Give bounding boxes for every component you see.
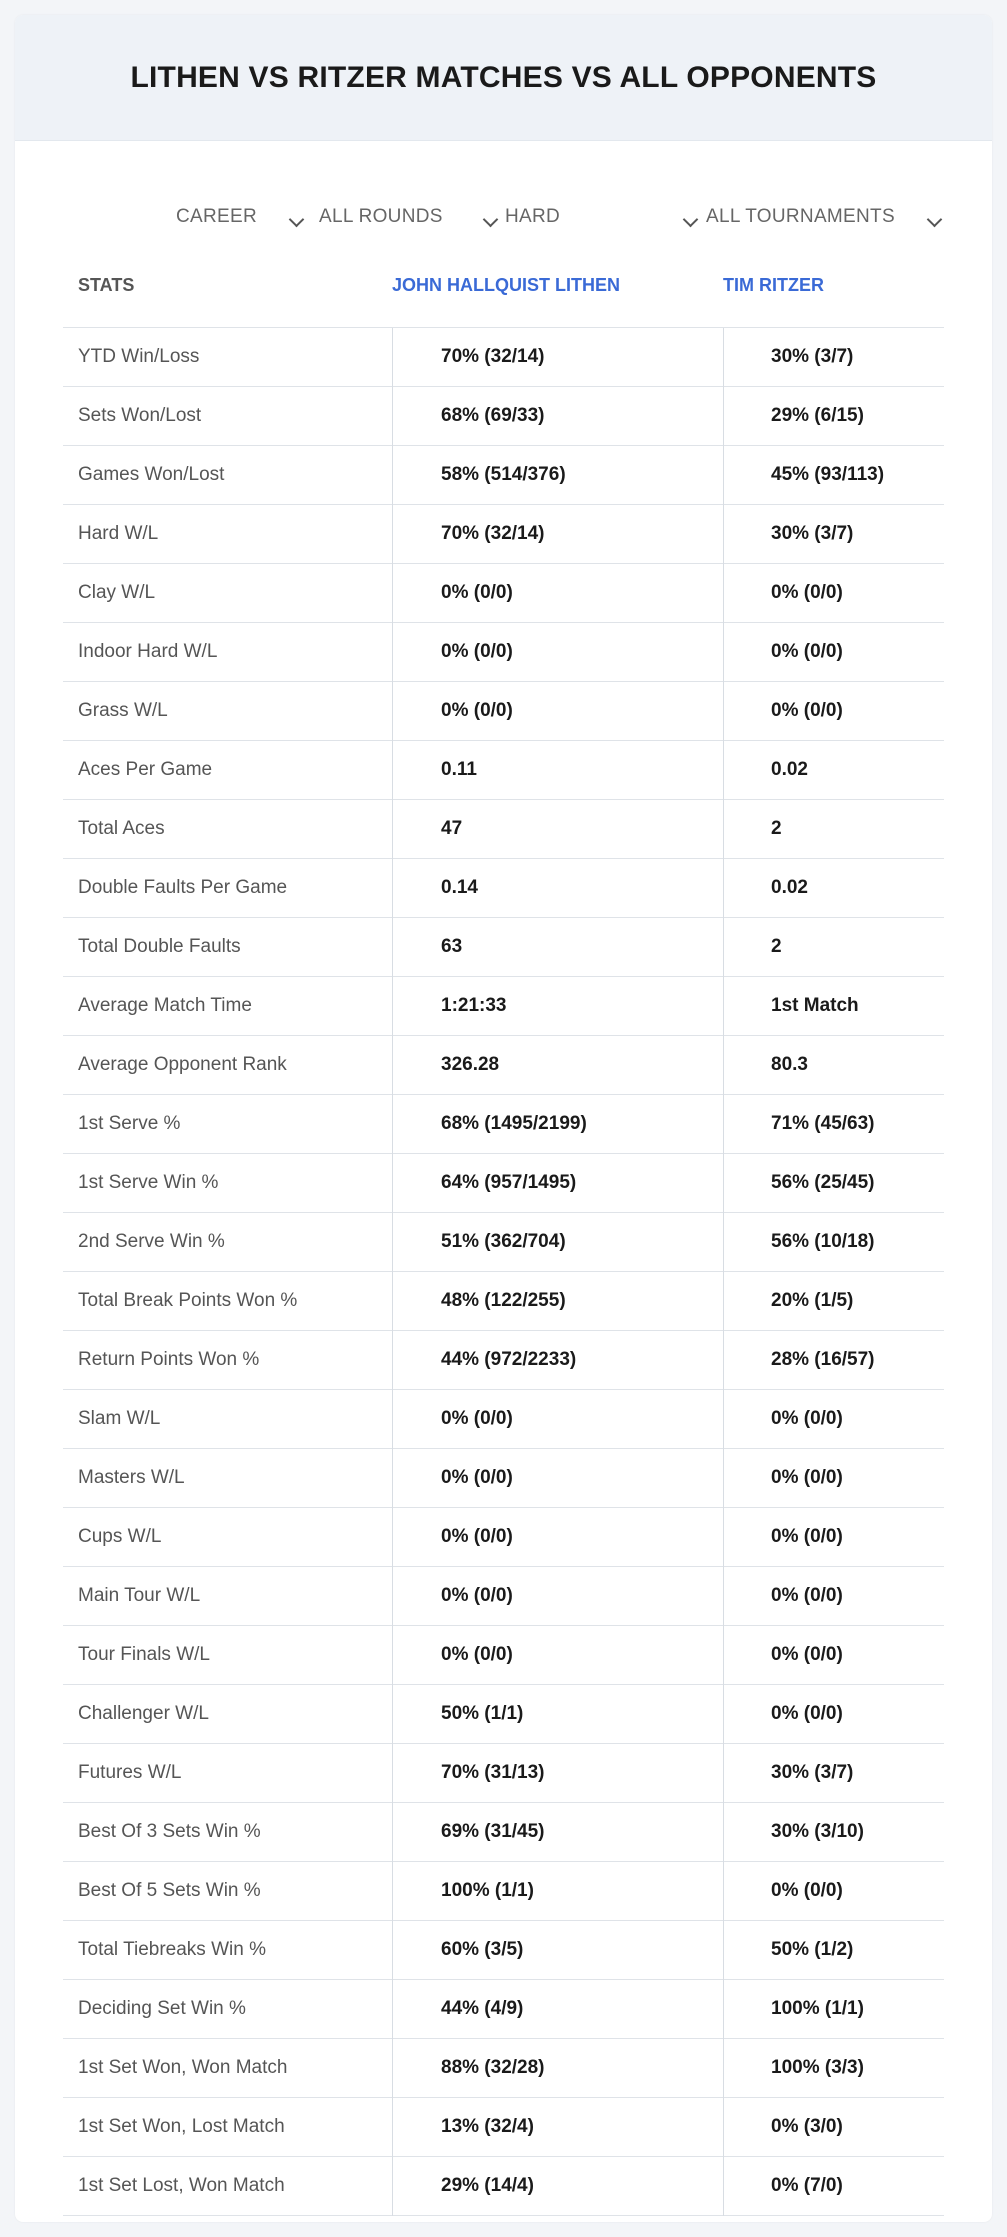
stat-label: Total Aces: [78, 818, 165, 839]
stat-label: 1st Serve %: [78, 1113, 181, 1134]
stat-label: Average Opponent Rank: [78, 1054, 287, 1075]
player2-stat-value: 0% (7/0): [771, 2175, 843, 2196]
player1-stat-value: 0.14: [441, 877, 478, 898]
player2-stat-value: 0% (0/0): [771, 700, 843, 721]
player2-stat-value: 0% (0/0): [771, 1408, 843, 1429]
table-row: [63, 1567, 944, 1626]
stat-label: Masters W/L: [78, 1467, 185, 1488]
chevron-down-icon: [483, 212, 499, 228]
period-select[interactable]: [176, 206, 306, 236]
player1-stat-value: 0% (0/0): [441, 1526, 513, 1547]
stat-label: Challenger W/L: [78, 1703, 209, 1724]
player1-stat-value: 100% (1/1): [441, 1880, 534, 1901]
surface-select-value: HARD: [505, 206, 561, 227]
table-header: [63, 255, 944, 328]
stat-label: Sets Won/Lost: [78, 405, 202, 426]
table-row: [63, 328, 944, 387]
player2-stat-value: 0% (0/0): [771, 1585, 843, 1606]
stat-label: Total Break Points Won %: [78, 1290, 298, 1311]
player2-stat-value: 71% (45/63): [771, 1113, 875, 1134]
player2-stat-value: 2: [771, 818, 782, 839]
table-row: [63, 1980, 944, 2039]
page-title: LITHEN VS RITZER MATCHES VS ALL OPPONENTS: [130, 60, 877, 94]
table-row: [63, 505, 944, 564]
table-row: [63, 1685, 944, 1744]
stats-table: [63, 255, 944, 2216]
tournaments-select-value: ALL TOURNAMENTS: [706, 206, 895, 227]
stat-label: Cups W/L: [78, 1526, 162, 1547]
stat-label: Clay W/L: [78, 582, 156, 603]
player2-stat-value: 0.02: [771, 759, 808, 780]
player1-stat-value: 70% (32/14): [441, 523, 545, 544]
player1-stat-value: 1:21:33: [441, 995, 507, 1016]
table-body: [63, 328, 944, 2216]
player2-stat-value: 0% (0/0): [771, 582, 843, 603]
player2-stat-value: 80.3: [771, 1054, 808, 1075]
stat-label: 1st Set Won, Won Match: [78, 2057, 288, 2078]
rounds-select-value: ALL ROUNDS: [319, 206, 443, 227]
player1-stat-value: 0% (0/0): [441, 1408, 513, 1429]
stats-card: [15, 15, 992, 2222]
table-row: [63, 387, 944, 446]
stat-label: YTD Win/Loss: [78, 346, 200, 367]
player2-stat-value: 29% (6/15): [771, 405, 864, 426]
table-row: [63, 1272, 944, 1331]
table-row: [63, 1095, 944, 1154]
stat-label: 1st Serve Win %: [78, 1172, 219, 1193]
player2-stat-value: 30% (3/7): [771, 346, 854, 367]
player2-stat-value: 28% (16/57): [771, 1349, 875, 1370]
period-select-value: CAREER: [176, 206, 257, 227]
player2-stat-value: 45% (93/113): [771, 464, 885, 485]
player2-stat-value: 30% (3/7): [771, 523, 854, 544]
player1-stat-value: 0% (0/0): [441, 582, 513, 603]
table-row: [63, 1449, 944, 1508]
player1-stat-value: 68% (69/33): [441, 405, 545, 426]
stat-label: Return Points Won %: [78, 1349, 260, 1370]
player1-stat-value: 70% (32/14): [441, 346, 545, 367]
player1-stat-value: 48% (122/255): [441, 1290, 566, 1311]
player2-stat-value: 0% (0/0): [771, 1644, 843, 1665]
player2-stat-value: 0% (0/0): [771, 1526, 843, 1547]
player1-stat-value: 13% (32/4): [441, 2116, 534, 2137]
player2-stat-value: 56% (25/45): [771, 1172, 875, 1193]
stat-label: Aces Per Game: [78, 759, 213, 780]
stat-label: 1st Set Won, Lost Match: [78, 2116, 285, 2137]
table-row: [63, 1213, 944, 1272]
page-header: [15, 15, 992, 141]
table-row: [63, 859, 944, 918]
stat-label: Hard W/L: [78, 523, 159, 544]
player1-stat-value: 44% (972/2233): [441, 1349, 577, 1370]
player1-stat-value: 70% (31/13): [441, 1762, 545, 1783]
player2-stat-value: 0% (0/0): [771, 1467, 843, 1488]
player1-stat-value: 0% (0/0): [441, 700, 513, 721]
chevron-down-icon: [289, 212, 305, 228]
table-row: [63, 446, 944, 505]
column-divider: [723, 328, 724, 2216]
player1-stat-value: 64% (957/1495): [441, 1172, 577, 1193]
player2-stat-value: 100% (1/1): [771, 1998, 864, 2019]
player1-stat-value: 44% (4/9): [441, 1998, 524, 2019]
chevron-down-icon: [927, 212, 943, 228]
stat-label: Best Of 5 Sets Win %: [78, 1880, 261, 1901]
player1-stat-value: 29% (14/4): [441, 2175, 534, 2196]
player1-stat-value: 88% (32/28): [441, 2057, 545, 2078]
player1-stat-value: 58% (514/376): [441, 464, 566, 485]
player1-column-header[interactable]: JOHN HALLQUIST LITHEN: [392, 275, 620, 295]
player1-stat-value: 0% (0/0): [441, 1585, 513, 1606]
stats-column-header: STATS: [78, 275, 135, 295]
player2-stat-value: 30% (3/7): [771, 1762, 854, 1783]
stat-label: Games Won/Lost: [78, 464, 225, 485]
table-row: [63, 1744, 944, 1803]
stat-label: Double Faults Per Game: [78, 877, 288, 898]
player2-stat-value: 1st Match: [771, 995, 859, 1016]
table-row: [63, 1862, 944, 1921]
table-row: [63, 918, 944, 977]
player1-stat-value: 47: [441, 818, 463, 839]
player2-stat-value: 0.02: [771, 877, 808, 898]
table-row: [63, 2039, 944, 2098]
stat-label: Deciding Set Win %: [78, 1998, 246, 2019]
player1-stat-value: 0% (0/0): [441, 1644, 513, 1665]
table-row: [63, 1508, 944, 1567]
table-row: [63, 682, 944, 741]
player2-stat-value: 0% (3/0): [771, 2116, 843, 2137]
player2-stat-value: 100% (3/3): [771, 2057, 864, 2078]
stat-label: Grass W/L: [78, 700, 168, 721]
column-divider: [392, 328, 393, 2216]
table-row: [63, 2098, 944, 2157]
player2-column-header[interactable]: TIM RITZER: [723, 275, 824, 295]
stat-label: Futures W/L: [78, 1762, 182, 1783]
player2-stat-value: 50% (1/2): [771, 1939, 854, 1960]
table-row: [63, 741, 944, 800]
stat-label: Average Match Time: [78, 995, 252, 1016]
stat-label: Tour Finals W/L: [78, 1644, 210, 1665]
stat-label: 1st Set Lost, Won Match: [78, 2175, 285, 2196]
table-row: [63, 977, 944, 1036]
surface-select[interactable]: [505, 206, 705, 236]
player1-stat-value: 60% (3/5): [441, 1939, 524, 1960]
chevron-down-icon: [683, 212, 699, 228]
stat-label: Main Tour W/L: [78, 1585, 201, 1606]
filter-bar: [15, 190, 992, 250]
player1-stat-value: 69% (31/45): [441, 1821, 545, 1842]
stat-label: Indoor Hard W/L: [78, 641, 218, 662]
table-row: [63, 1390, 944, 1449]
player1-stat-value: 0% (0/0): [441, 641, 513, 662]
player2-stat-value: 0% (0/0): [771, 1703, 843, 1724]
tournaments-select[interactable]: [706, 206, 946, 236]
table-row: [63, 564, 944, 623]
player1-stat-value: 51% (362/704): [441, 1231, 566, 1252]
player1-stat-value: 68% (1495/2199): [441, 1113, 587, 1134]
table-row: [63, 1154, 944, 1213]
player1-stat-value: 63: [441, 936, 463, 957]
table-row: [63, 1331, 944, 1390]
player2-stat-value: 30% (3/10): [771, 1821, 864, 1842]
player2-stat-value: 56% (10/18): [771, 1231, 875, 1252]
table-row: [63, 1921, 944, 1980]
table-row: [63, 800, 944, 859]
player1-stat-value: 326.28: [441, 1054, 500, 1075]
table-row: [63, 1626, 944, 1685]
player2-stat-value: 20% (1/5): [771, 1290, 854, 1311]
stat-label: Best Of 3 Sets Win %: [78, 1821, 261, 1842]
table-row: [63, 2157, 944, 2216]
stat-label: Total Double Faults: [78, 936, 241, 957]
player1-stat-value: 0.11: [441, 759, 477, 780]
stat-label: Slam W/L: [78, 1408, 161, 1429]
table-row: [63, 1803, 944, 1862]
rounds-select[interactable]: [319, 206, 499, 236]
player1-stat-value: 0% (0/0): [441, 1467, 513, 1488]
table-row: [63, 623, 944, 682]
stat-label: 2nd Serve Win %: [78, 1231, 225, 1252]
player1-stat-value: 50% (1/1): [441, 1703, 524, 1724]
player2-stat-value: 0% (0/0): [771, 1880, 843, 1901]
table-row: [63, 1036, 944, 1095]
stat-label: Total Tiebreaks Win %: [78, 1939, 266, 1960]
player2-stat-value: 2: [771, 936, 782, 957]
player2-stat-value: 0% (0/0): [771, 641, 843, 662]
